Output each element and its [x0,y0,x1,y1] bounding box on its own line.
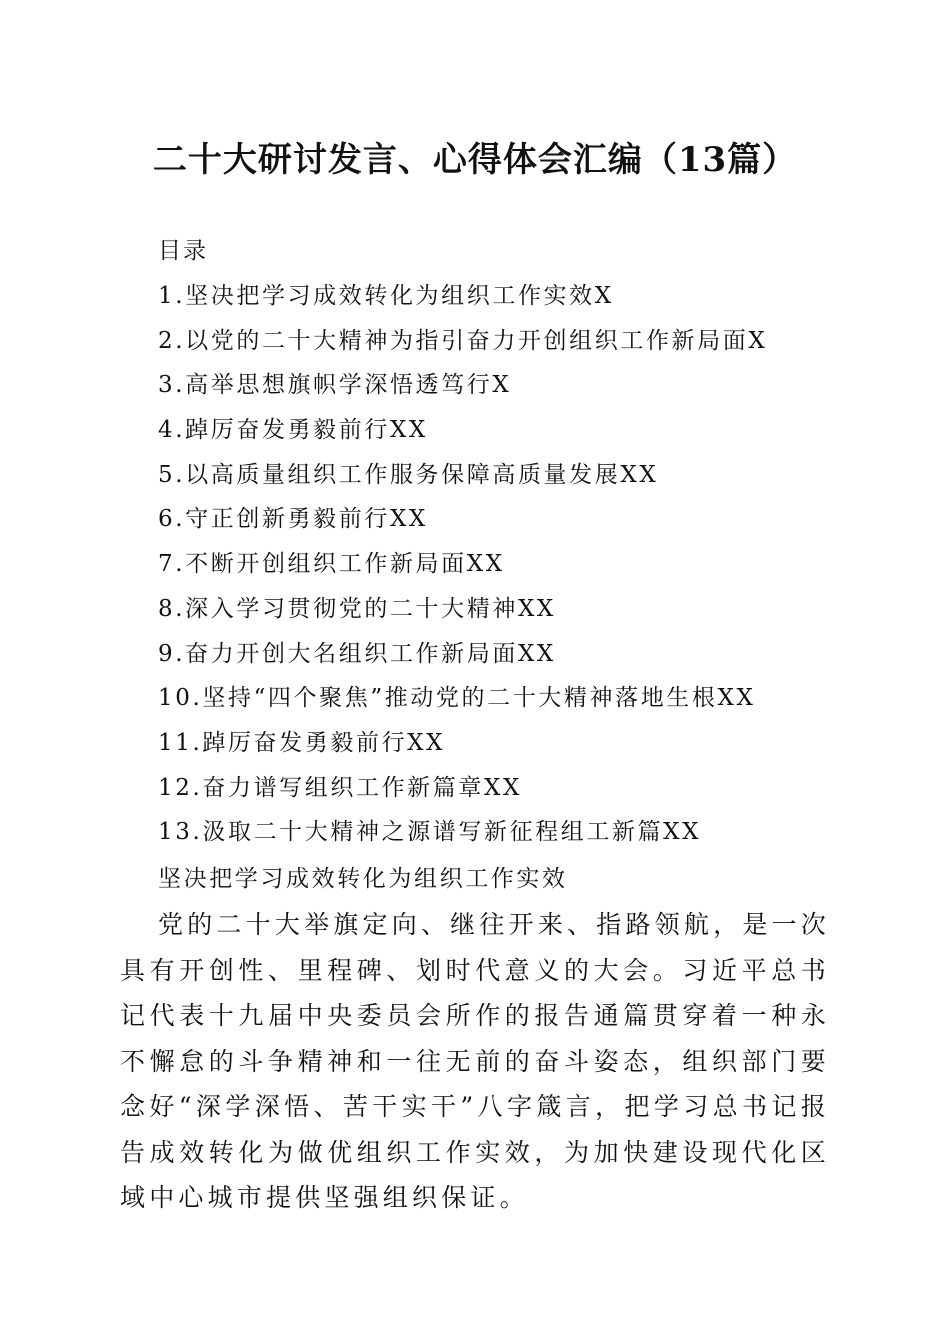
toc-item-12: 12.奋力谱写组织工作新篇章XX [158,774,522,801]
toc-heading: 目录 [158,238,208,264]
toc-item-2: 2.以党的二十大精神为指引奋力开创组织工作新局面X [158,327,768,354]
toc-item-7: 7.不断开创组织工作新局面XX [158,551,505,578]
toc-item-10: 10.坚持“四个聚焦”推动党的二十大精神落地生根XX [158,685,756,712]
toc-list [158,276,858,857]
toc-item-3: 3.高举思想旗帜学深悟透笃行X [158,372,512,399]
toc-item-6: 6.守正创新勇毅前行XX [158,506,428,533]
toc-item-1: 1.坚决把学习成效转化为组织工作实效X [158,283,614,309]
document-title: 二十大研讨发言、心得体会汇编（13篇） [152,140,798,180]
toc-item-13: 13.汲取二十大精神之源谱写新征程组工新篇XX [158,819,702,846]
table-of-contents [158,232,858,857]
toc-item-11: 11.踔厉奋发勇毅前行XX [158,729,446,756]
toc-item-9: 9.奋力开创大名组织工作新局面XX [158,640,556,667]
toc-item-8: 8.深入学习贯彻党的二十大精神XX [158,595,556,622]
body-paragraph: 党的二十大举旗定向、继往开来、指路领航，是一次具有开创性、里程碑、划时代意义的大会。习近平总书记代表十九届中央委员会所作的报告通篇贯穿着一种永不懈怠的斗争精神和一往无前的奋斗姿态，组织部门要念好“深学深悟、苦干实干”八字箴言，把学习总书记报告成效转化为做优组织工作实效，为加快建设现代化区域中心城市提供坚强组织保证。 [120,910,830,1212]
toc-item-4: 4.踔厉奋发勇毅前行XX [158,417,428,444]
toc-item-5: 5.以高质量组织工作服务保障高质量发展XX [158,461,659,488]
section-heading: 坚决把学习成效转化为组织工作实效 [158,866,568,892]
